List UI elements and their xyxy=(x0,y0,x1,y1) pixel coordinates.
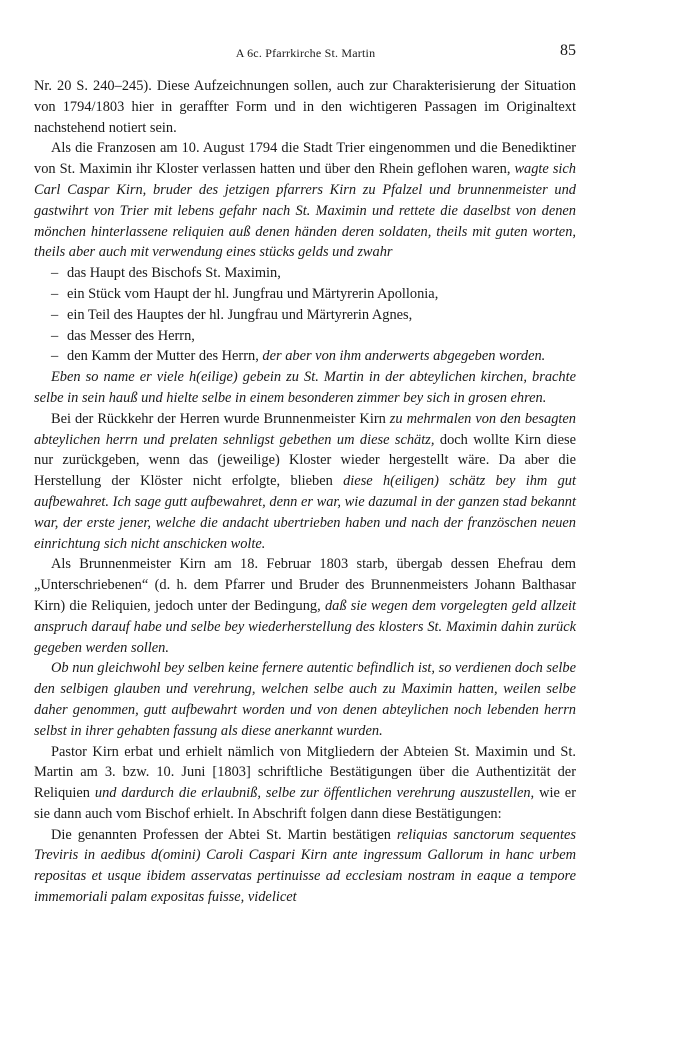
relic-list xyxy=(34,263,576,367)
latin-quote: reliquias sanctorum sequentes Treviris in aedibus d(omini) Caroli Caspari Kirn ante ingressum Gallorum in hanc urbem repositas et usque ibidem asservatas pertinuisse ad ecclesiam nostram in eaque a tempore immemoriali palam expositas fuisse, videlicet xyxy=(34,826,576,906)
paragraph-return-of-monks xyxy=(34,409,576,555)
list-item: – das Haupt des Bischofs St. Maximin, xyxy=(51,263,576,284)
paragraph-text: Pastor Kirn erbat und erhielt nämlich von Mitgliedern der Abteien St. Maximin und St. Martin am 3. bzw. 10. Juni [1803] schriftliche Bestätigungen über die Authentizität der Reliquien xyxy=(34,743,576,802)
paragraph-text: Die genannten Professen der Abtei St. Martin bestätigen xyxy=(51,826,397,843)
page-number: 85 xyxy=(560,42,576,59)
original-quote: diese h(eiligen) schätz bey ihm gut aufbewahret. Ich sage gutt aufbewahret, denn er war, wie dazumal in der ganzen stad bekannt war, der erste jener, welche die andacht ubertrieben haben und nach der französchen neuen einrichtung sich nicht anschicken wolte. xyxy=(34,473,576,552)
original-quote: wagte sich Carl Caspar Kirn, bruder des jetzigen pfarrers Kirn zu Pfalzel und brunnenmeister und gastwihrt von Trier mit lebens gefahr nach St. Maximin und rettete die daselbst von denen mönchen hinterlassene reliquien auß denen händen deren soldaten, theils mit guten worten, theils aber auch mit verwendung eines stücks gelds und zwahr xyxy=(34,161,576,261)
page-header xyxy=(35,42,576,64)
paragraph-french-occupation xyxy=(34,138,576,263)
paragraph-latin-confirmation xyxy=(34,825,576,908)
paragraph-continuation: Nr. 20 S. 240–245). Diese Aufzeichnungen sollen, auch zur Charakterisierung der Situation von 1794/1803 hier in geraffter Form und in den wichtigeren Passagen im Originaltext nachstehend notiert sein. xyxy=(34,78,576,136)
paragraph-confirmations xyxy=(34,742,576,825)
paragraph-text: Als Brunnenmeister Kirn am 18. Februar 1803 starb, übergab dessen Ehefrau dem „Unterschriebenen“ (d. h. dem Pfarrer und Bruder des Brunnenmeisters Johann Balthasar Kirn) die Reliquien, jedoch unter der Bedingung, xyxy=(34,556,576,614)
quote-paragraph: Eben so name er viele h(eilige) gebein zu St. Martin in der abteylichen kirchen, brachte selbe in sein hauß und hielte selbe in einem besonderen zimmer bey sich in grosen ehren. xyxy=(34,369,576,406)
body-text xyxy=(34,76,576,908)
list-item-text: den Kamm der Mutter des Herrn, xyxy=(67,348,263,365)
paragraph-text: wie er sie dann auch vom Bischof erhielt. In Abschrift folgen dann diese Bestätigungen: xyxy=(34,785,576,822)
paragraph-text: Bei der Rückkehr der Herren wurde Brunnenmeister Kirn xyxy=(51,410,390,427)
original-quote: und dardurch die erlaubniß, selbe zur öffentlichen verehrung auszustellen, xyxy=(94,785,535,802)
list-item: – ein Stück vom Haupt der hl. Jungfrau und Märtyrerin Apollonia, xyxy=(51,284,576,305)
original-quote: zu mehrmalen von den besagten abteylichen herrn und prelaten sehnligst gebethen um diese schätz, xyxy=(34,410,576,448)
list-item xyxy=(51,346,576,367)
paragraph-text: doch wollte Kirn diese nur zurückgeben, wenn das (jeweilige) Kloster wieder hergestellt wäre. Da aber die Herstellung der Klöster nicht erfolgte, blieben xyxy=(34,431,577,490)
list-item: – das Messer des Herrn, xyxy=(51,326,576,347)
paragraph-text: Als die Franzosen am 10. August 1794 die Stadt Trier eingenommen und die Benediktiner von St. Maximin ihr Kloster verlassen hatten und über den Rhein geflohen waren, xyxy=(34,140,576,178)
running-head: A 6c. Pfarrkirche St. Martin xyxy=(235,46,376,60)
quote-paragraph: Ob nun gleichwohl bey selben keine fernere autentic befindlich ist, so verdienen doch selbe den selbigen glauben und verehrung, welchen selbe auch zu Maximin hatten, weilen selbe daher genommen, gutt aufbewahrt worden und von denen abteylichen noch lebenden herrn selbst in ihrer gehabten fassung als diese anerkannt wurden. xyxy=(34,660,576,739)
original-quote: der aber von ihm anderwerts abgegeben worden. xyxy=(262,348,546,365)
paragraph-death-of-kirn xyxy=(34,554,576,658)
list-item: – ein Teil des Hauptes der hl. Jungfrau und Märtyrerin Agnes, xyxy=(51,305,576,326)
original-quote: daß sie wegen dem vorgelegten geld allzeit anspruch darauf habe und selbe bey wiederherstellung des klosters St. Maximin dahin zurück gegeben werden sollen. xyxy=(34,597,576,656)
